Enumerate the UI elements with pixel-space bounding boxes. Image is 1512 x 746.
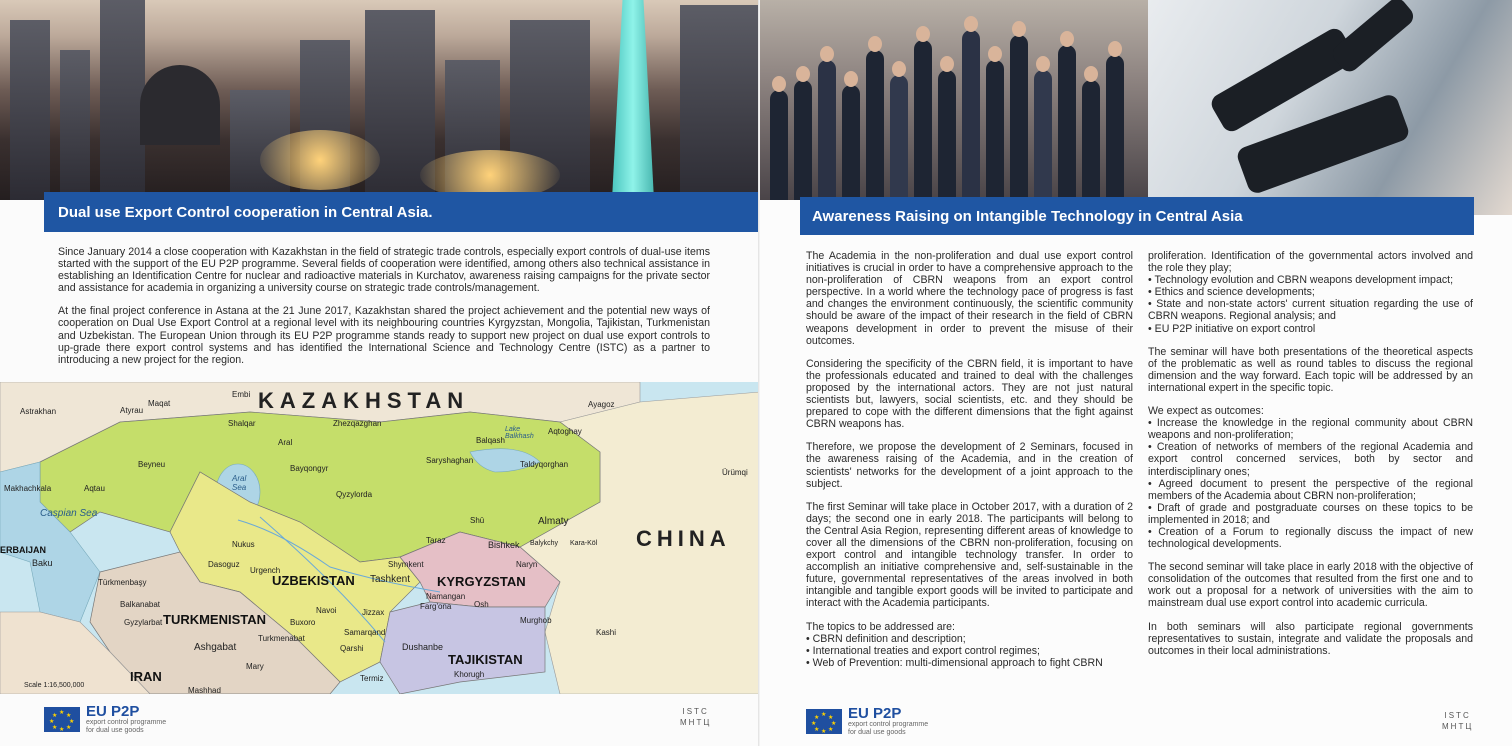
map-city-shymkent: Shymkent <box>388 560 424 569</box>
topic-item: • Technology evolution and CBRN weapons development impact; <box>1148 274 1454 287</box>
left-body-text <box>58 246 710 377</box>
map-city-qyzylorda: Qyzylorda <box>336 490 373 499</box>
map-city-naryn: Naryn <box>516 560 538 569</box>
map-label-turkmenistan: TURKMENISTAN <box>163 612 267 627</box>
istc-latin: ISTC <box>1444 711 1471 720</box>
outcomes-intro: We expect as outcomes: <box>1148 405 1264 418</box>
map-city-saryshaghan: Saryshaghan <box>426 456 474 465</box>
map-city-jizzax: Jizzax <box>362 608 385 617</box>
outcome-item: • Draft of grade and postgraduate courses on these topics to be implemented in 2018; and <box>1148 501 1473 526</box>
map-city-aral: Aral <box>278 438 293 447</box>
map-city-dasoguz: Dasoguz <box>208 560 240 569</box>
map-label-china: CHINA <box>636 526 731 551</box>
map-city-baykonyr: Bayqongyr <box>290 464 329 473</box>
map-label-aral: Aral Sea <box>232 474 247 492</box>
map-city-ayagoz: Ayagoz <box>588 400 615 409</box>
left-paragraph-2: At the final project conference in Astana at the 21 June 2017, Kazakhstan shared the project achievement and the potential new ways of cooperation on Dual Use Export Control at a regional level with its neighbouring countries Kyrgyzstan, Mongolia, Tajikistan, Turkmenistan and Uzbekistan. The European Union through its EU P2P programme stands ready to support new project on dual use export controls to up-grade there export control systems and has identified the International Science and Technology Centre (ISTC) as a partner to introducing a new project for the region. <box>58 305 710 366</box>
closing-paragraph-2: In both seminars will also participate regional governments representatives to sustain, integrate and validate the proposals and outcomes in their local administrations. <box>1148 620 1473 657</box>
map-city-navoi: Navoi <box>316 606 337 615</box>
map-city-astrakhan: Astrakhan <box>20 407 57 416</box>
map-city-taldykorgan: Taldyqorghan <box>520 460 569 469</box>
map-city-nukus: Nukus <box>232 540 255 549</box>
right-section-title: Awareness Raising on Intangible Technology in Central Asia <box>800 197 1474 235</box>
map-city-osh: Osh <box>474 600 489 609</box>
right-col2-paragraph-1: The seminar will have both presentations of the theoretical aspects of the problematic as well as round tables to discuss the regional dimension and the way forward. Each topic will be addressed by an international expert in the specific topic. <box>1148 345 1473 394</box>
map-city-fargona: Farg'ona <box>420 602 452 611</box>
map-city-ashgabat: Ashgabat <box>194 642 237 653</box>
eu-flag-icon: ★ ★ ★ ★ ★ ★ ★ ★ <box>806 709 842 734</box>
map-city-khorugh: Khorugh <box>454 670 485 679</box>
map-city-balkanabat: Balkanabat <box>120 600 161 609</box>
eu-p2p-logo-left <box>44 704 166 735</box>
eu-p2p-tagline-2: for dual use goods <box>86 727 144 734</box>
istc-cyrillic: МНТЦ <box>1442 722 1474 731</box>
right-col1-paragraph-1: The Academia in the non-proliferation and dual use export control initiatives is crucial in order to have a comprehensive approach to the non-proliferation of CBRN weapons from an export control perspective. In a world where the technology pace of progress is fast and changes the environment continuously, the scientific community should be aware of the impact of their research in the field of CBRN weapons development in order to prevent the misuse of their outcomes. <box>806 250 1133 347</box>
right-col1-paragraph-4: The first Seminar will take place in October 2017, with a duration of 2 days; the second one in early 2018. The participants will belong to the Central Asia Region, representing different areas of knowledge to cover all the dimensions of the CBRN non-proliferation, focusing on export control and intangible technology transfer. In order to accomplish an initiative comprehensive and, self-sustainable in the future, governmental representatives of the areas involved in both intangible and tangible export goods will be invited to participate and interact with the Academia participants. <box>806 500 1133 610</box>
eu-p2p-tagline-1: export control programme <box>848 721 929 728</box>
right-column-2 <box>1148 250 1473 668</box>
outcome-item: • Increase the knowledge in the regional community about CBRN weapons and non-proliferation; <box>1148 417 1473 442</box>
map-city-urgench: Urgench <box>250 566 281 575</box>
map-city-shalqar: Shalqar <box>228 419 256 428</box>
map-city-aktogay: Aqtoghay <box>548 427 582 436</box>
map-label-iran: IRAN <box>130 669 162 684</box>
map-city-beyneu: Beyneu <box>138 460 166 469</box>
topic-item: • Ethics and science developments; <box>1148 286 1315 299</box>
map-city-aqtau: Aqtau <box>84 484 105 493</box>
istc-logo-left <box>680 706 711 728</box>
map-city-gyzylarbat: Gyzylarbat <box>124 618 163 627</box>
eu-p2p-logo-right <box>806 706 928 737</box>
istc-latin: ISTC <box>682 707 709 716</box>
map-scale: Scale 1:16,500,000 <box>24 682 85 689</box>
map-city-termiz: Termiz <box>360 674 384 683</box>
istc-cyrillic: МНТЦ <box>680 718 712 727</box>
map-city-tashkent: Tashkent <box>370 574 411 585</box>
eu-p2p-wordmark: EU P2P <box>848 705 902 722</box>
topic-item: • EU P2P initiative on export control <box>1148 322 1316 335</box>
map-label-kyrgyzstan: KYRGYZSTAN <box>437 574 526 589</box>
map-city-bishkek: Bishkek <box>488 540 520 550</box>
right-col1-paragraph-3: Therefore, we propose the development of 2 Seminars, focused in the awareness raising of the Academia, and in the creation of scientists' networks for the development of a joint approach to the subject. <box>806 441 1133 490</box>
topics-intro: The topics to be addressed are: <box>806 620 955 633</box>
map-city-balqash: Balqash <box>476 436 505 445</box>
map-city-samarqand: Samarqand <box>344 628 386 637</box>
outcome-item: • Agreed document to present the perspective of the regional members of the Academia about CBRN non-proliferation; <box>1148 477 1473 502</box>
eu-p2p-tagline-1: export control programme <box>86 719 167 726</box>
topic-item: • Web of Prevention: multi-dimensional approach to fight CBRN <box>806 656 1103 669</box>
map-city-makhachkala: Makhachkala <box>4 484 52 493</box>
topic-item: • CBRN definition and description; <box>806 632 966 645</box>
map-city-qarshi: Qarshi <box>340 644 364 653</box>
map-city-atyrau: Atyrau <box>120 406 144 415</box>
outcome-item: • Creation of a Forum to regionally discuss the impact of new technological developments. <box>1148 525 1473 551</box>
map-city-bukhara: Buxoro <box>290 618 316 627</box>
istc-logo-right <box>1442 710 1473 732</box>
map-city-taraz: Taraz <box>426 536 446 545</box>
topic-continuation: proliferation. Identification of the governmental actors involved and the role they play; <box>1148 250 1473 275</box>
map-label-kazakhstan: KAZAKHSTAN <box>258 388 470 413</box>
map-city-turkmenabat: Turkmenabat <box>258 634 305 643</box>
right-col1-paragraph-2: Considering the specificity of the CBRN field, it is important to have the professionals educated and trained to deal with the challenges proposed by the international actors. They are not just natural scientists but, lawyers, social scientists, etc. and they should be prepared to cope with the different dimensions that the fight against CBRN weapons has. <box>806 357 1133 431</box>
map-label-tajikistan: TAJIKISTAN <box>448 652 523 667</box>
map-city-dushanbe: Dushanbe <box>402 642 444 652</box>
closing-paragraph-1: The second seminar will take place in early 2018 with the objective of consolidation of the outcomes that resulted from the first one and to work out a proposal for a network of universities with the aim to mainstream dual use export control into academic curricula. <box>1148 561 1473 610</box>
map-city-shu: Shū <box>470 516 485 525</box>
outcome-item: • Creation of networks of members of the regional Academia and export control concerned services, both by sector and interdisciplinary ones; <box>1148 441 1473 478</box>
topic-item: • State and non-state actors' current situation regarding the use of CBRN weapons. Regional analysis; and <box>1148 298 1473 323</box>
map-city-murghob: Murghob <box>520 616 552 625</box>
map-label-uzbekistan: UZBEKISTAN <box>272 573 355 588</box>
map-city-mashhad: Mashhad <box>188 686 221 694</box>
map-label-balkhash: Lake Balkhash <box>505 426 534 440</box>
map-city-namangan: Namangan <box>426 592 466 601</box>
central-asia-map <box>0 382 760 694</box>
map-label-caspian: Caspian Sea <box>40 508 98 519</box>
topic-item: • International treaties and export control regimes; <box>806 644 1040 657</box>
eu-p2p-tagline-2: for dual use goods <box>848 729 906 736</box>
map-city-baku: Baku <box>32 558 53 568</box>
map-city-almaty: Almaty <box>538 516 569 527</box>
eu-flag-icon: ★ ★ ★ ★ ★ ★ ★ ★ <box>44 707 80 732</box>
astana-skyline-photo <box>0 0 760 200</box>
microscope-photo <box>1148 0 1512 215</box>
left-section-title: Dual use Export Control cooperation in Central Asia. <box>44 192 760 232</box>
left-paragraph-1: Since January 2014 a close cooperation with Kazakhstan in the field of strategic trade controls, especially export controls of dual-use items started with the support of the EU P2P programme. Several fields of cooperation were identified, among others also technical assistance in establishing an Identification Centre for nuclear and radioactive materials in Kurchatov, awareness raising campaigns for the private sector and assistance for academia in organizing a university course on strategic trade controls/management. <box>58 246 710 295</box>
map-city-kashi: Kashi <box>596 628 617 637</box>
map-city-mary: Mary <box>246 662 264 671</box>
group-photo <box>760 0 1148 200</box>
map-city-embi: Embi <box>232 390 251 399</box>
map-city-maqat: Maqat <box>148 399 171 408</box>
map-city-turkmenbashi: Türkmenbaşy <box>98 578 147 587</box>
map-label-azerbaijan: ERBAIJAN <box>0 545 47 555</box>
map-city-urumqi: Ürümqi <box>722 468 748 477</box>
eu-p2p-wordmark: EU P2P <box>86 703 140 720</box>
map-city-karakol: Kara-Köl <box>570 540 598 547</box>
map-city-zhezqazghan: Zhezqazghan <box>333 419 382 428</box>
right-column-1 <box>806 250 1133 669</box>
map-city-balykchy: Balykchy <box>530 540 559 547</box>
